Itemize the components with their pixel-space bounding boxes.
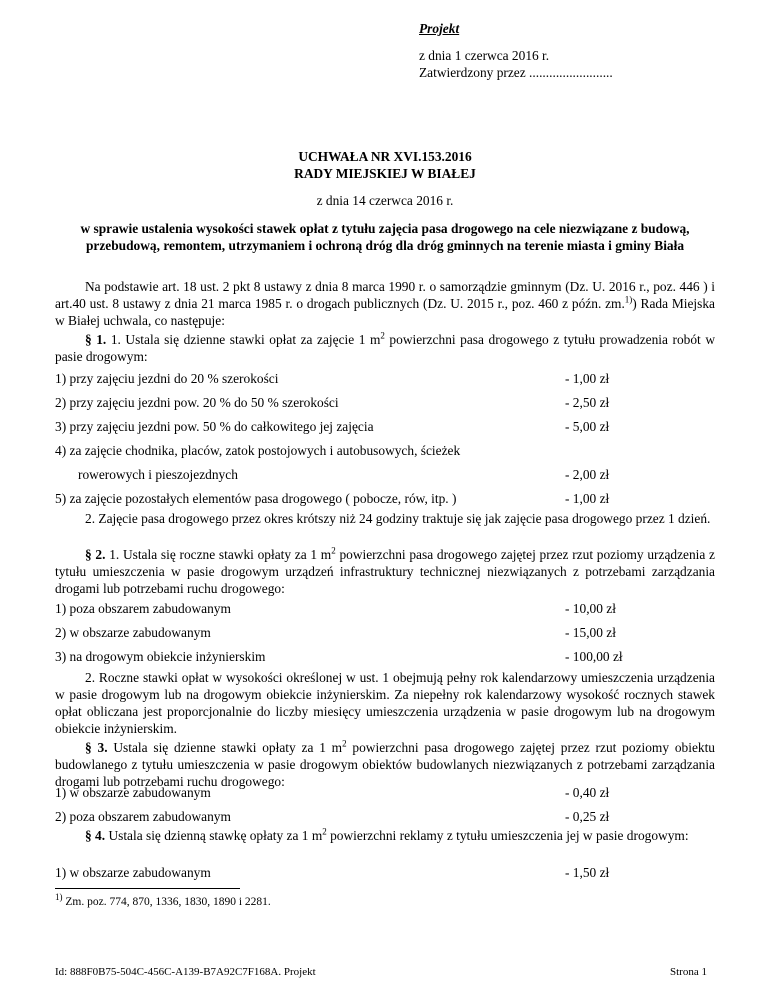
subject-line-1: w sprawie ustalenia wysokości stawek opłat z tytułu zajęcia pasa drogowego na cele niezwiązane z budową, (80, 221, 690, 236)
list-item: 2) w obszarze zabudowanym - 15,00 zł (55, 625, 616, 640)
list-item: 1) poza obszarem zabudowanym - 10,00 zł (55, 601, 616, 616)
list-item: 2) przy zajęciu jezdni pow. 20 % do 50 % szerokości - 2,50 zł (55, 395, 610, 410)
list-item: 1) przy zajęciu jezdni do 20 % szerokości - 1,00 zł (55, 371, 610, 386)
list-item: 3) przy zajęciu jezdni pow. 50 % do całkowitego jej zajęcia - 5,00 zł (55, 419, 610, 434)
paragraph-4: § 4. Ustala się dzienną stawkę opłaty za 1 $m^2$ powierzchni reklamy z tytułu umieszczenia jej w pasie drogowym: (85, 826, 689, 843)
list-item: 2) poza obszarem zabudowanym - 0,25 zł (55, 809, 610, 824)
project-header (419, 20, 679, 81)
list-item: 1) w obszarze zabudowanym - 1,50 zł (55, 865, 610, 880)
paragraph-sign: § 3. (85, 740, 108, 755)
resolution-date: z dnia 14 czerwca 2016 r. (316, 193, 454, 208)
list-item: 1) w obszarze zabudowanym - 0,40 zł (55, 785, 610, 800)
paragraph-sign: § 2. (85, 547, 106, 562)
list-item: rowerowych i pieszojezdnych - 2,00 zł (78, 467, 610, 482)
subject-line-2: przebudową, remontem, utrzymaniem i ochroną dróg dla dróg gminnych na terenie miasta i gminy Biała (85, 238, 685, 253)
page-number: Strona 1 (670, 966, 707, 978)
list-item: 3) na drogowym obiekcie inżynierskim - 100,00 zł (55, 649, 623, 664)
paragraph-3: § 3. Ustala się dzienne stawki opłaty za 1 $m^2$ powierzchni pasa drogowego zajętej przez rzut poziomy obiektu budowlanego z tytułu umieszczenia w pasie drogowym obiektów budowlanych niezwiązanych z potrzebami zarządzania drogami lub potrzebami ruchu drogowego: (55, 738, 715, 789)
footnote: $^{1)}$ Zm. poz. 774, 870, 1336, 1830, 1890 i 2281. (55, 892, 271, 908)
paragraph-sign: § 1. (85, 332, 107, 347)
paragraph-sign: § 4. (85, 828, 106, 843)
footnote-divider (55, 888, 240, 889)
council-name: RADY MIEJSKIEJ W BIAŁEJ (294, 166, 476, 181)
approved-by: Zatwierdzony przez ......................... (419, 65, 613, 80)
project-date: z dnia 1 czerwca 2016 r. (419, 48, 550, 63)
projekt-label: Projekt (419, 21, 460, 36)
paragraph-1-point-2: 2. Zajęcie pasa drogowego przez okres krótszy niż 24 godziny traktuje się jak zajęcie pasa drogowego przez 1 dzień. (85, 511, 711, 526)
preamble: Na podstawie art. 18 ust. 2 pkt 8 ustawy z dnia 8 marca 1990 r. o samorządzie gminnym (Dz. U. 2016 r., poz. 446 ) i art.40 ust. 8 ustawy z dnia 21 marca 1985 r. o drogach publicznych (Dz. U. 2015 r., poz. 460 z późn. zm.$^{1)}$) Rada Miejska w Białej uchwala, co następuje: (55, 279, 715, 328)
footnote-marker: 1) (55, 892, 63, 903)
document-id: Id: 888F0B75-504C-456C-A139-B7A92C7F168A. Projekt (55, 966, 316, 978)
footnote-reference: 1) (624, 294, 633, 305)
paragraph-2-intro: § 2. 1. Ustala się roczne stawki opłaty za 1 $m^2$ powierzchni pasa drogowego zajętej przez rzut poziomy urządzenia z tytułu umieszczenia w pasie drogowym urządzeń infrastruktury technicznej niezwiązanych z potrzebami zarządzania drogami lub potrzebami ruchu drogowego: (55, 545, 715, 596)
paragraph-1-intro: § 1. 1. Ustala się dzienne stawki opłat za zajęcie 1 $m^2$ powierzchni pasa drogowego z tytułu prowadzenia robót w pasie drogowym: (55, 330, 715, 364)
list-item: 4) za zajęcie chodnika, placów, zatok postojowych i autobusowych, ścieżek (55, 443, 461, 458)
resolution-number: UCHWAŁA NR XVI.153.2016 (298, 149, 472, 164)
paragraph-2-point-2: 2. Roczne stawki opłat w wysokości określonej w ust. 1 obejmują pełny rok kalendarzowy umieszczenia urządzenia w pasie drogowym lub na drogowym obiekcie inżynierskim. Za niepełny rok kalendarzowy wysokość rocznych stawek opłat obliczana jest proporcjonalnie do liczby miesięcy umieszczenia urządzenia w pasie drogowym lub na drogowym obiekcie inżynierskim. (55, 670, 715, 736)
list-item: 5) za zajęcie pozostałych elementów pasa drogowego ( pobocze, rów, itp. ) - 1,00 zł (55, 491, 610, 506)
